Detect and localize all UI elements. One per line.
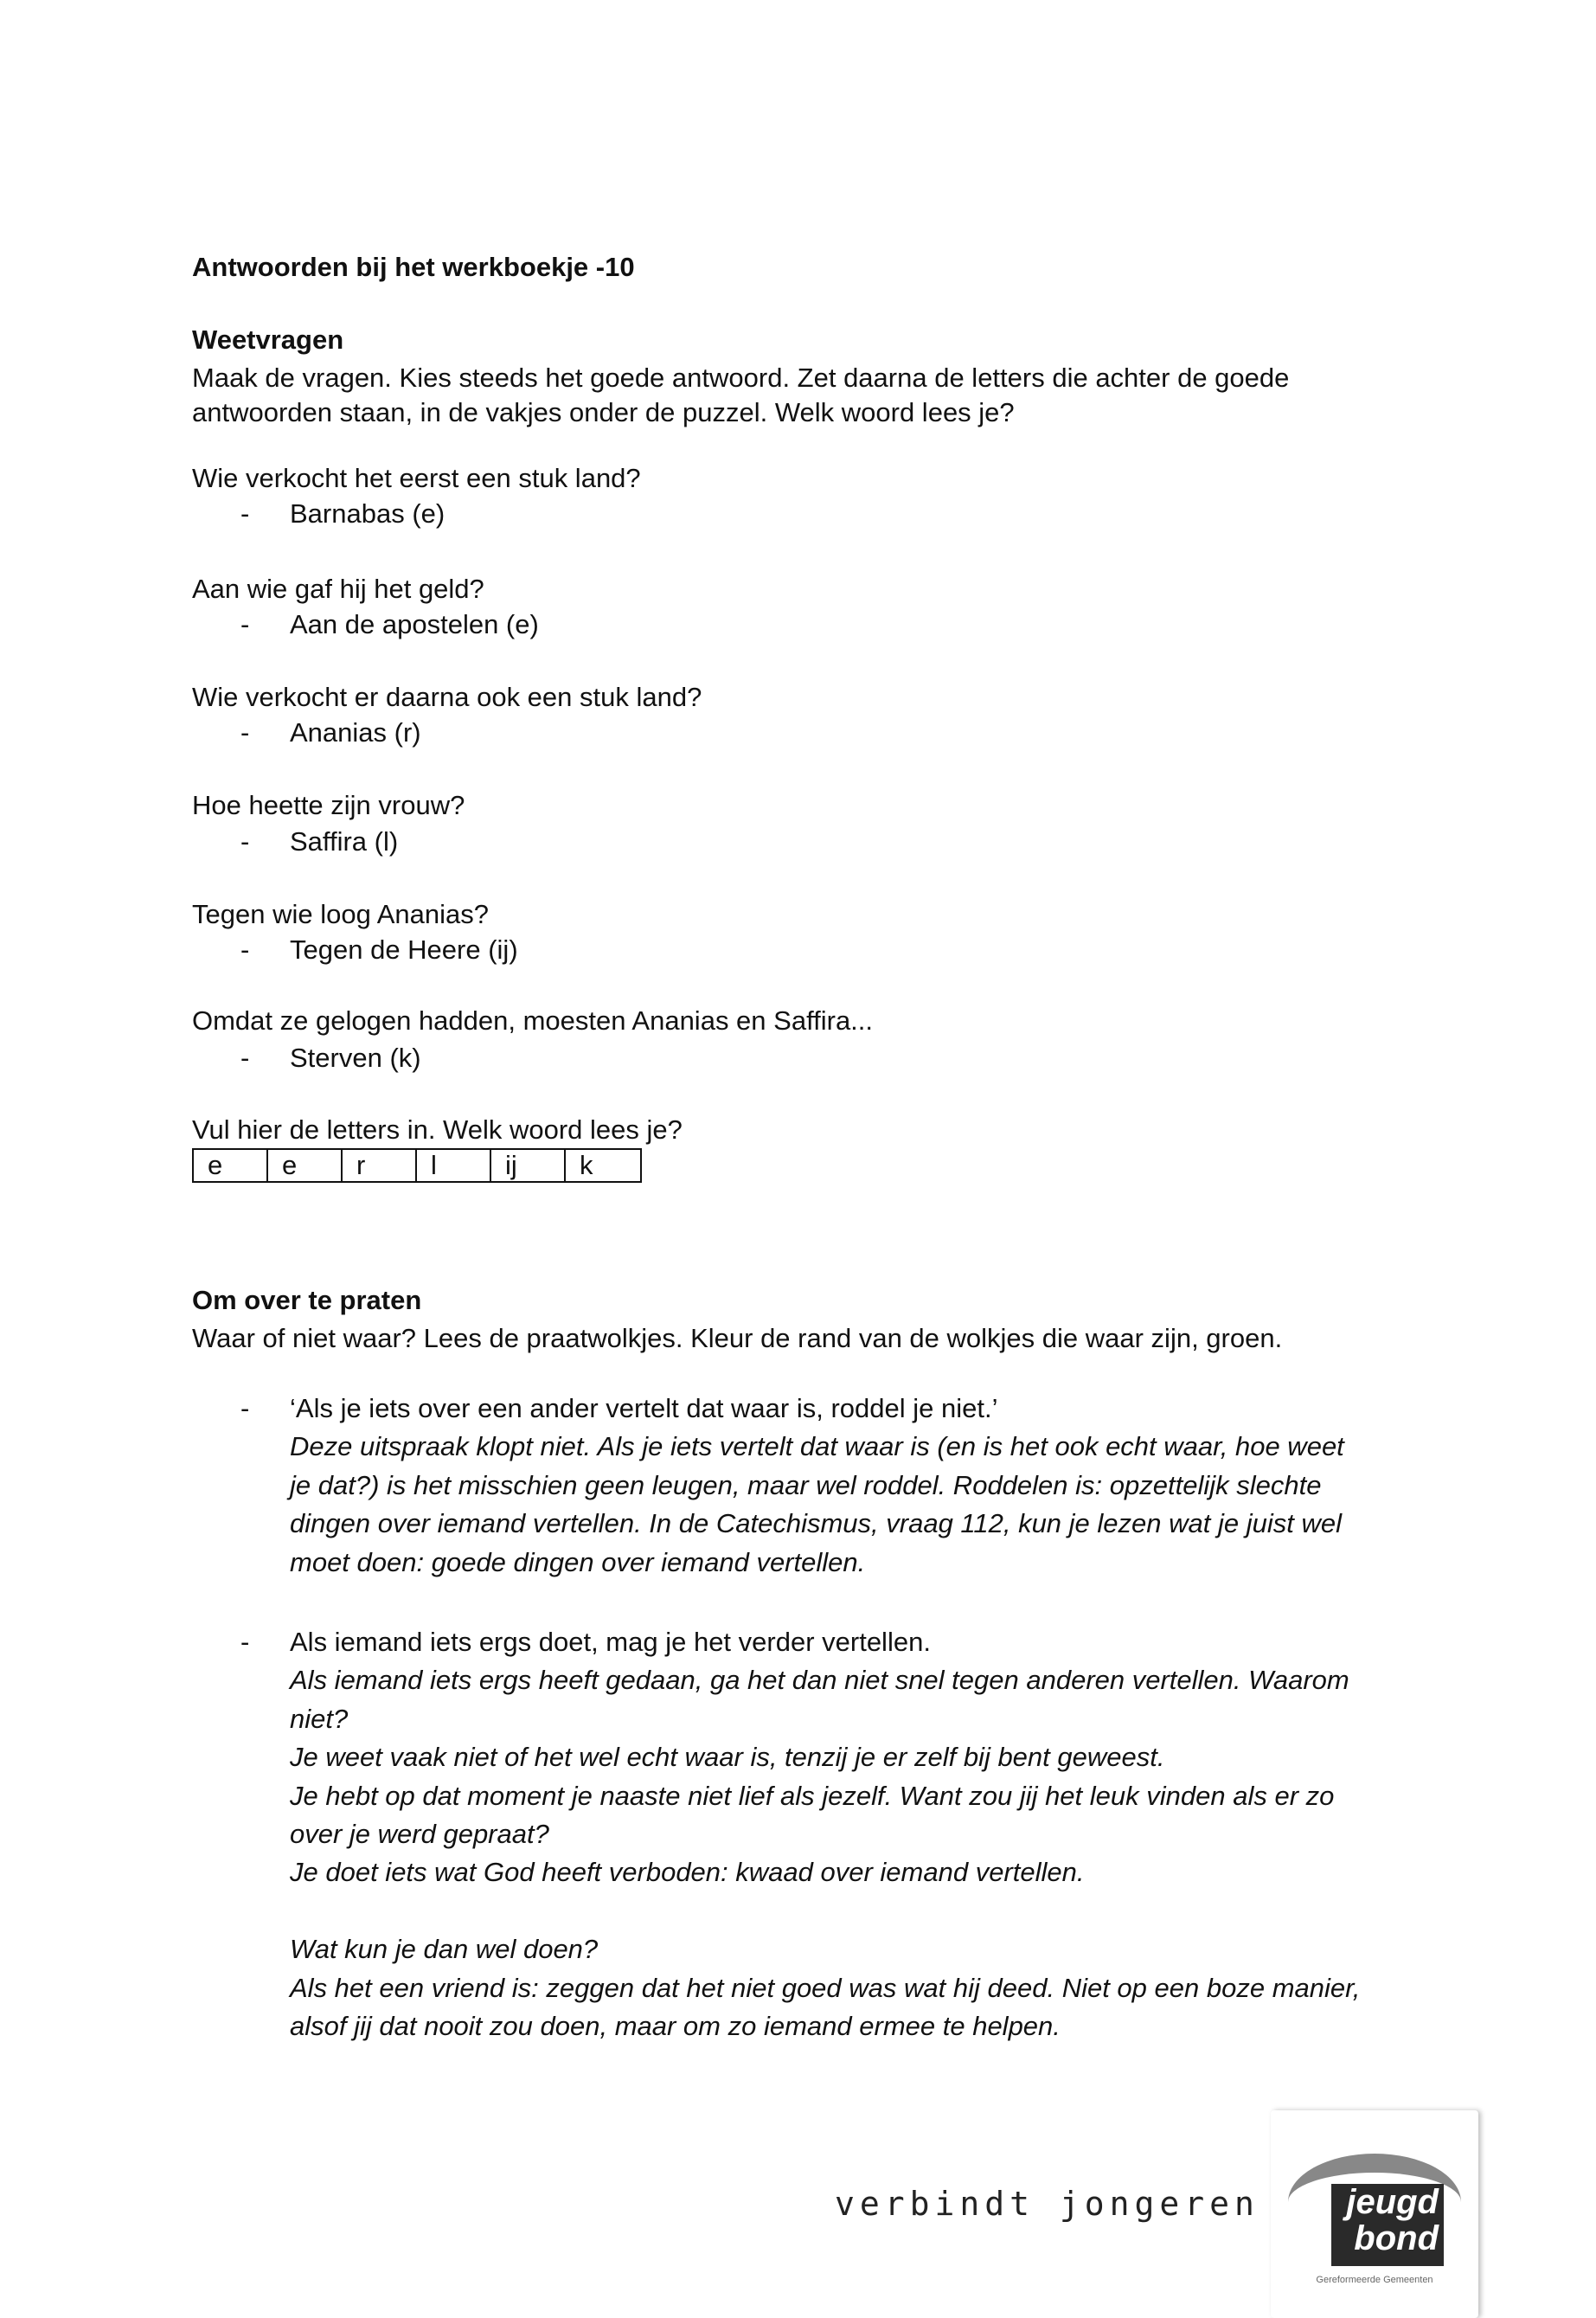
question: Aan wie gaf hij het geld? — [192, 574, 484, 604]
answer: Barnabas (e) — [290, 498, 445, 529]
answer-line: Je weet vaak niet of het wel echt waar is, tenzij je er zelf bij bent geweest. — [290, 1742, 1165, 1773]
answer-line: je dat?) is het misschien geen leugen, maar wel roddel. Roddelen is: opzettelijk slechte — [290, 1469, 1322, 1500]
intro-line: Maak de vragen. Kies steeds het goede antwoord. Zet daarna de letters die achter de goede — [192, 363, 1290, 393]
statement-item — [290, 1390, 1344, 1582]
answer-line: dingen over iemand vertellen. In de Catechismus, vraag 112, kun je lezen wat je juist wel — [290, 1508, 1342, 1539]
letter-cell: l — [417, 1150, 491, 1181]
section-heading-praten: Om over te praten — [192, 1285, 422, 1315]
bullet-dash: - — [240, 498, 250, 529]
question: Hoe heette zijn vrouw? — [192, 790, 465, 820]
bullet-dash: - — [240, 1393, 250, 1423]
answer-line: Als iemand iets ergs heeft gedaan, ga het dan niet snel tegen anderen vertellen. Waarom — [290, 1665, 1349, 1696]
logo-subtitle: Gereformeerde Gemeenten — [1316, 2275, 1433, 2285]
jeugdbond-logo — [1271, 2110, 1478, 2318]
answer-line: Je hebt op dat moment je naaste niet lief als jezelf. Want zou jij het leuk vinden als er zo — [290, 1780, 1335, 1811]
bullet-dash: - — [240, 934, 250, 965]
letter-cell: e — [194, 1150, 268, 1181]
answer-line: Als het een vriend is: zeggen dat het niet goed was wat hij deed. Niet op een boze manier, — [290, 1972, 1361, 2003]
bullet-dash: - — [240, 1627, 250, 1657]
letter-cell: ij — [491, 1150, 566, 1181]
section-heading-weetvragen: Weetvragen — [192, 324, 344, 355]
answer: Saffira (l) — [290, 826, 399, 857]
bullet-dash: - — [240, 826, 250, 857]
answer-line: niet? — [290, 1703, 349, 1734]
page-title: Antwoorden bij het werkboekje -10 — [192, 252, 635, 282]
answer-line: Wat kun je dan wel doen? — [290, 1934, 599, 1965]
statement-item — [290, 1623, 1360, 2045]
answer: Tegen de Heere (ij) — [290, 934, 518, 965]
intro-line: antwoorden staan, in de vakjes onder de puzzel. Welk woord lees je? — [192, 397, 1015, 427]
question: Tegen wie loog Ananias? — [192, 899, 489, 929]
letter-cell: e — [268, 1150, 343, 1181]
answer: Ananias (r) — [290, 717, 421, 748]
bullet-dash: - — [240, 1043, 250, 1073]
answer-line — [290, 1892, 1360, 1930]
answer-line: Je doet iets wat God heeft verboden: kwaad over iemand vertellen. — [290, 1857, 1085, 1888]
question: Wie verkocht er daarna ook een stuk land? — [192, 682, 702, 712]
logo-wordmark — [1331, 2184, 1444, 2266]
statement: ‘Als je iets over een ander vertelt dat waar is, roddel je niet.’ — [290, 1393, 998, 1423]
answer: Sterven (k) — [290, 1043, 421, 1073]
question: Wie verkocht het eerst een stuk land? — [192, 463, 641, 493]
logo-word: jeugd — [1346, 2183, 1439, 2221]
fill-prompt: Vul hier de letters in. Welk woord lees je? — [192, 1114, 683, 1145]
praten-intro: Waar of niet waar? Lees de praatwolkjes. Kleur de rand van de wolkjes die waar zijn, groen. — [192, 1323, 1283, 1353]
statement: Als iemand iets ergs doet, mag je het verder vertellen. — [290, 1627, 931, 1657]
letter-grid — [192, 1148, 642, 1183]
bullet-dash: - — [240, 609, 250, 639]
bullet-dash: - — [240, 717, 250, 748]
answer-line: over je werd gepraat? — [290, 1818, 549, 1849]
letter-cell: r — [343, 1150, 417, 1181]
answer-line: moet doen: goede dingen over iemand vertellen. — [290, 1546, 866, 1577]
answer-line: alsof jij dat nooit zou doen, maar om zo iemand ermee te helpen. — [290, 2010, 1061, 2041]
answer: Aan de apostelen (e) — [290, 609, 539, 639]
answer-line: Deze uitspraak klopt niet. Als je iets vertelt dat waar is (en is het ook echt waar, hoe weet — [290, 1431, 1344, 1462]
question: Omdat ze gelogen hadden, moesten Ananias en Saffira... — [192, 1005, 874, 1036]
logo-word: bond — [1354, 2219, 1439, 2257]
letter-cell: k — [580, 1150, 593, 1180]
tagline: verbindt jongeren — [835, 2185, 1259, 2223]
